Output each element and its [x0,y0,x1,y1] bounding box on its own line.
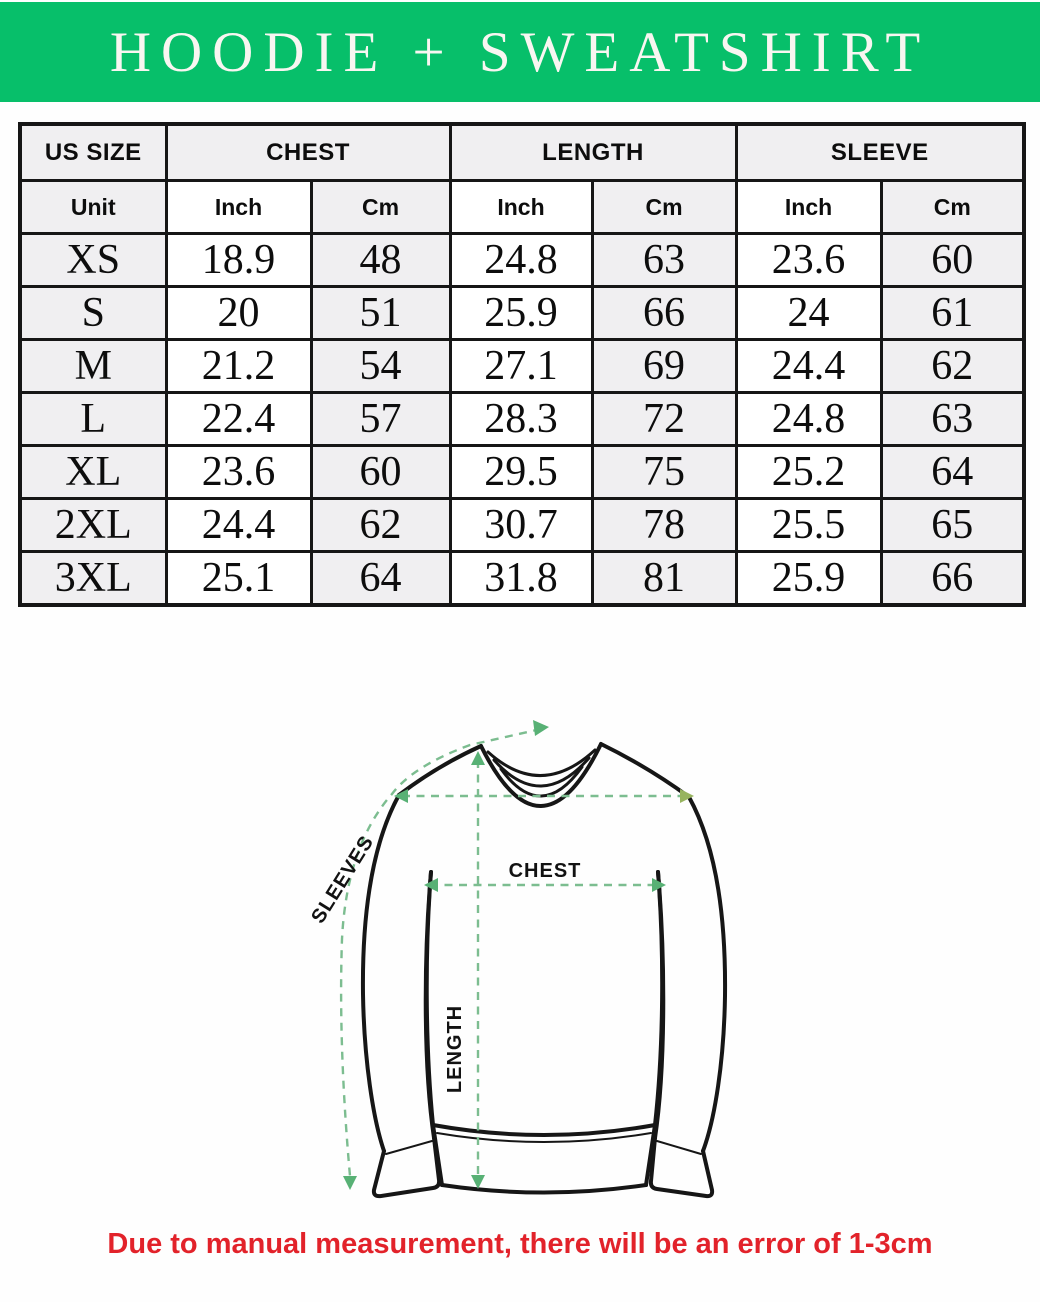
cell-value: 64 [881,446,1024,499]
table-row [20,234,1024,287]
size-chart-table [18,122,1026,607]
unit-header: Cm [881,181,1024,234]
cell-value: 69 [592,340,736,393]
unit-header: Inch [166,181,311,234]
cell-value: 25.9 [736,552,881,606]
cell-size: S [20,287,166,340]
title-banner [0,2,1040,102]
sleeve-arrow-bottom-icon [343,1176,357,1190]
cell-value: 54 [311,340,450,393]
measurement-note: Due to manual measurement, there will be an error of 1-3cm [107,1228,933,1260]
cell-value: 63 [592,234,736,287]
cell-value: 28.3 [450,393,592,446]
cell-size: XL [20,446,166,499]
length-label: LENGTH [444,1004,466,1094]
cell-value: 51 [311,287,450,340]
cell-value: 25.9 [450,287,592,340]
cell-value: 62 [311,499,450,552]
table-row [20,446,1024,499]
cell-value: 64 [311,552,450,606]
cell-value: 57 [311,393,450,446]
unit-header: Inch [450,181,592,234]
cell-value: 60 [881,234,1024,287]
cell-value: 29.5 [450,446,592,499]
header-us-size: US SIZE [20,124,166,181]
cell-value: 24 [736,287,881,340]
unit-header: Inch [736,181,881,234]
cell-value: 24.4 [736,340,881,393]
cell-value: 63 [881,393,1024,446]
page-title: HOODIE + SWEATSHIRT [109,20,931,84]
table-row [20,340,1024,393]
cell-size: 2XL [20,499,166,552]
table-row [20,287,1024,340]
cell-size: M [20,340,166,393]
cell-value: 81 [592,552,736,606]
cell-value: 65 [881,499,1024,552]
table-group-header-row [20,124,1024,181]
cell-value: 20 [166,287,311,340]
cell-size: XS [20,234,166,287]
cell-value: 21.2 [166,340,311,393]
cell-value: 61 [881,287,1024,340]
table-unit-row [20,181,1024,234]
cell-value: 72 [592,393,736,446]
cell-value: 24.4 [166,499,311,552]
cell-value: 24.8 [736,393,881,446]
chest-label: CHEST [508,860,582,882]
cell-value: 78 [592,499,736,552]
cell-value: 25.5 [736,499,881,552]
cell-value: 66 [881,552,1024,606]
sweatshirt-diagram [298,694,798,1224]
header-chest: CHEST [166,124,450,181]
cell-value: 25.1 [166,552,311,606]
cell-value: 23.6 [166,446,311,499]
unit-header: Unit [20,181,166,234]
cell-value: 66 [592,287,736,340]
sleeve-arrow-top-icon [533,720,549,736]
cell-value: 75 [592,446,736,499]
sweatshirt-outline [363,744,725,1196]
cell-value: 22.4 [166,393,311,446]
cell-value: 48 [311,234,450,287]
table-row [20,499,1024,552]
header-sleeve: SLEEVE [736,124,1024,181]
cell-value: 23.6 [736,234,881,287]
sweatshirt-drawing [298,694,798,1224]
cell-value: 25.2 [736,446,881,499]
table-row [20,552,1024,606]
cell-value: 18.9 [166,234,311,287]
table-row [20,393,1024,446]
unit-header: Cm [311,181,450,234]
cell-value: 30.7 [450,499,592,552]
cell-value: 27.1 [450,340,592,393]
cell-value: 62 [881,340,1024,393]
unit-header: Cm [592,181,736,234]
cell-value: 24.8 [450,234,592,287]
sleeves-label: SLEEVES [307,831,379,928]
cell-size: 3XL [20,552,166,606]
cell-size: L [20,393,166,446]
size-chart-container [18,122,1026,607]
cell-value: 60 [311,446,450,499]
cell-value: 31.8 [450,552,592,606]
header-length: LENGTH [450,124,736,181]
